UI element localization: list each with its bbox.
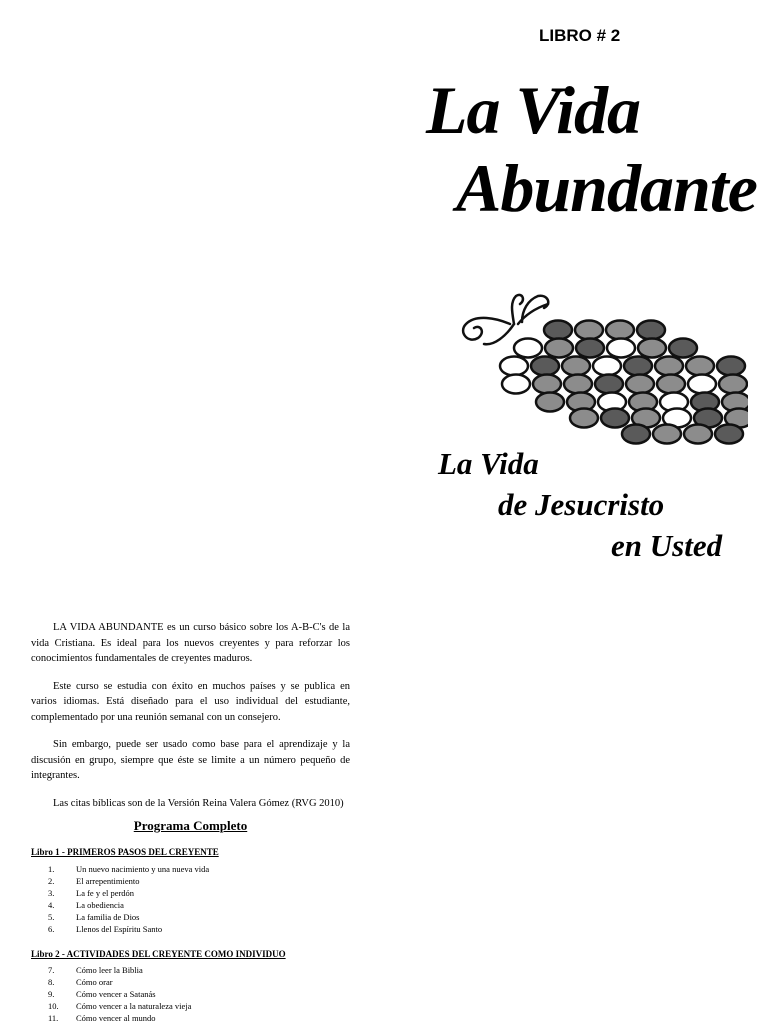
lesson-item	[31, 923, 209, 935]
lesson-number: 7.	[48, 965, 55, 975]
grape-berry	[514, 339, 542, 358]
grape-berry	[544, 321, 572, 340]
subtitle-line-1: La Vida	[438, 446, 539, 481]
lesson-title: Cómo vencer al mundo	[76, 1013, 156, 1023]
grape-berry	[638, 339, 666, 358]
lesson-item	[31, 1012, 191, 1024]
grape-berry	[624, 357, 652, 376]
lesson-number: 11.	[48, 1013, 59, 1023]
subtitle-line-3: en Usted	[611, 528, 723, 563]
lesson-number: 6.	[48, 924, 55, 934]
lesson-item	[31, 964, 191, 976]
grape-berry	[684, 425, 712, 444]
book-2-lesson-list	[31, 964, 191, 1024]
cover-title-line-2: Abundante	[456, 150, 757, 226]
book-2-title: Libro 2 - ACTIVIDADES DEL CREYENTE COMO INDIVIDUO	[31, 949, 286, 959]
lesson-number: 8.	[48, 977, 55, 987]
intro-paragraph: Este curso se estudia con éxito en muchos países y se publica en varios idiomas. Está diseñado para el uso individual del estudiante, complementado por una reunión semanal con un consejero.	[31, 680, 350, 723]
grape-berry	[626, 375, 654, 394]
lesson-title: Un nuevo nacimiento y una nueva vida	[76, 864, 210, 874]
grape-berry	[570, 409, 598, 428]
lesson-title: Cómo vencer a Satanás	[76, 989, 156, 999]
grape-berry	[637, 321, 665, 340]
lesson-item	[31, 1000, 191, 1012]
grape-berry	[606, 321, 634, 340]
intro-paragraph: Sin embargo, puede ser usado como base para el aprendizaje y la discusión en grupo, siempre que éste se limite a un número pequeño de integrantes.	[31, 739, 350, 781]
grape-berry	[719, 375, 747, 394]
grape-berry	[669, 339, 697, 358]
lesson-number: 10.	[48, 1001, 59, 1011]
lesson-title: La familia de Dios	[76, 912, 140, 922]
lesson-number: 5.	[48, 912, 55, 922]
lesson-number: 2.	[48, 876, 55, 886]
lesson-item	[31, 863, 209, 875]
book-number-label: LIBRO # 2	[539, 26, 621, 45]
lesson-item	[31, 988, 191, 1000]
grape-berry	[607, 339, 635, 358]
grape-berry	[717, 357, 745, 376]
grape-berry	[531, 357, 559, 376]
lesson-item	[31, 976, 191, 988]
grape-berry	[593, 357, 621, 376]
grape-berry	[655, 357, 683, 376]
lesson-title: Cómo orar	[76, 977, 113, 987]
grape-berry	[688, 375, 716, 394]
grape-berry	[562, 357, 590, 376]
grape-berry	[595, 375, 623, 394]
grape-berry	[653, 425, 681, 444]
lesson-title: Llenos del Espíritu Santo	[76, 924, 163, 934]
book-1-lesson-list	[31, 863, 209, 935]
lesson-title: La obediencia	[76, 900, 124, 910]
grape-berry	[715, 425, 743, 444]
grape-berry	[533, 375, 561, 394]
grape-berry	[502, 375, 530, 394]
grape-berry	[545, 339, 573, 358]
book-1-title: Libro 1 - PRIMEROS PASOS DEL CREYENTE	[31, 847, 219, 857]
intro-paragraph: Las citas bíblicas son de la Versión Reina Valera Gómez (RVG 2010)	[53, 797, 344, 809]
grape-berry	[657, 375, 685, 394]
cover-title-line-1: La Vida	[426, 72, 641, 148]
lesson-title: Cómo leer la Biblia	[76, 965, 143, 975]
grape-berry	[601, 409, 629, 428]
lesson-item	[31, 911, 209, 923]
grape-berry	[576, 339, 604, 358]
lesson-item	[31, 899, 209, 911]
lesson-title: La fe y el perdón	[76, 888, 135, 898]
grape-berry	[536, 393, 564, 412]
intro-text	[31, 620, 350, 811]
intro-paragraph: LA VIDA ABUNDANTE es un curso básico sobre los A-B-C's de la vida Cristiana. Es ideal para los nuevos creyentes y para reforzar los conocimientos fundamentales de creyentes maduros.	[31, 622, 350, 664]
lesson-item	[31, 875, 209, 887]
lesson-number: 1.	[48, 864, 55, 874]
lesson-title: Cómo vencer a la naturaleza vieja	[76, 1001, 192, 1011]
lesson-number: 3.	[48, 888, 55, 898]
grape-berry	[564, 375, 592, 394]
grape-cluster-icon	[436, 274, 748, 474]
program-title: Programa Completo	[133, 818, 248, 833]
grape-berry	[622, 425, 650, 444]
lesson-item	[31, 887, 209, 899]
lesson-number: 9.	[48, 989, 55, 999]
lesson-number: 4.	[48, 900, 55, 910]
grape-berry	[500, 357, 528, 376]
lesson-title: El arrepentimiento	[76, 876, 140, 886]
subtitle-line-2: de Jesucristo	[498, 487, 665, 522]
grape-berry	[575, 321, 603, 340]
grape-berry	[686, 357, 714, 376]
